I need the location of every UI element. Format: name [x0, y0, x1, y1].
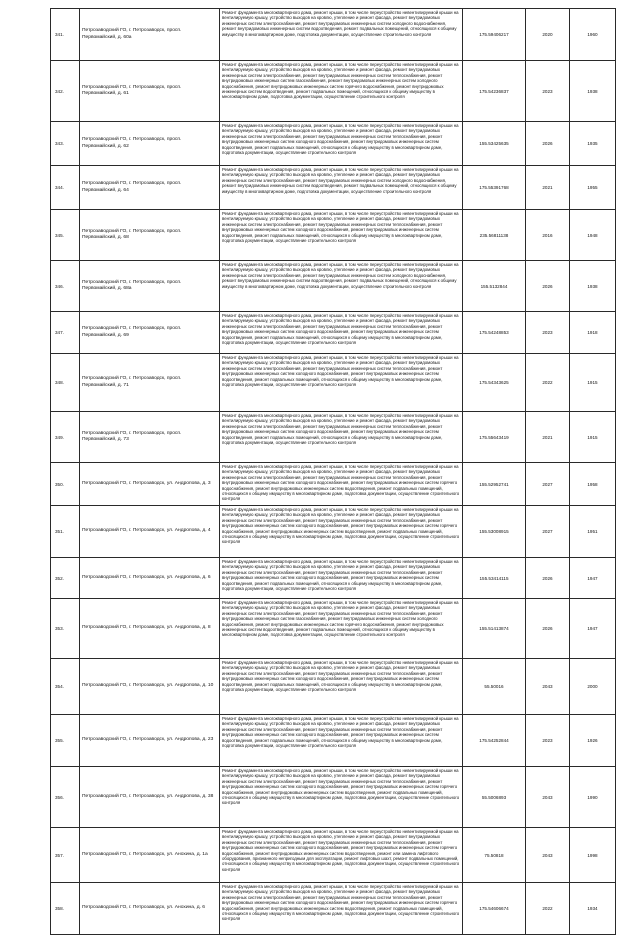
cost-cell: 175.54606674: [463, 883, 526, 935]
repair-program-table: [50, 8, 616, 935]
row-number: 355.: [51, 715, 80, 767]
table-row: [51, 166, 616, 210]
document-page: [50, 8, 610, 935]
built-year-cell: 1955: [570, 166, 616, 210]
cost-cell: 55.50016: [463, 659, 526, 715]
table-body: [51, 9, 616, 935]
cost-cell: 235.56811138: [463, 210, 526, 261]
address-cell: Петрозаводский ГО, г. Петрозаводск, ул. Анохина, д. 1а: [80, 828, 220, 883]
table-row: [51, 715, 616, 767]
address-cell: Петрозаводский ГО, г. Петрозаводск, ул. Анохина, д. 6: [80, 883, 220, 935]
cost-cell: 155.51413874: [463, 599, 526, 659]
row-number: 344.: [51, 166, 80, 210]
address-cell: Петрозаводский ГО, г. Петрозаводск, ул. Андропова, д. 3: [80, 463, 220, 506]
table-row: [51, 767, 616, 828]
planned-year-cell: 2021: [526, 166, 570, 210]
row-number: 358.: [51, 883, 80, 935]
cost-cell: 155.52952741: [463, 463, 526, 506]
cost-cell: 175.54343625: [463, 354, 526, 412]
built-year-cell: 1915: [570, 412, 616, 463]
built-year-cell: 1960: [570, 9, 616, 61]
table-row: [51, 354, 616, 412]
planned-year-cell: 2043: [526, 767, 570, 828]
works-cell: Ремонт фундамента многоквартирного дома, ремонт крыши, в том числе переустройство невентилируемой крыши на вентилируемую крышу, устройство выходов на кровлю, утепление и ремонт фасада, ремонт внутридомовых инженерных систем электроснабжения, ремонт внутридомовых инженерных систем теплоснабжения, ремонт внутридомовых инженерных систем холодного водоснабжения, ремонт внутридомовых инженерных систем водоотведения, ремонт подвальных помещений, относящихся к общему имуществу в многоквартирном доме, подготовка документации, осуществление строительного контроля: [220, 412, 463, 463]
built-year-cell: 1947: [570, 558, 616, 599]
built-year-cell: 1938: [570, 261, 616, 312]
planned-year-cell: 2026: [526, 558, 570, 599]
address-cell: Петрозаводский ГО, г. Петрозаводск, ул. Андропова, д. 23: [80, 715, 220, 767]
built-year-cell: 1938: [570, 61, 616, 122]
table-row: [51, 558, 616, 599]
row-number: 354.: [51, 659, 80, 715]
row-number: 357.: [51, 828, 80, 883]
row-number: 356.: [51, 767, 80, 828]
address-cell: Петрозаводский ГО, г. Петрозаводск, просп. Первомайский, д. 60а: [80, 9, 220, 61]
works-cell: Ремонт фундамента многоквартирного дома, ремонт крыши, в том числе переустройство невентилируемой крыши на вентилируемую крышу, устройство выходов на кровлю, утепление и ремонт фасада, ремонт внутридомовых инженерных систем электроснабжения, ремонт внутридомовых инженерных систем теплоснабжения, ремонт внутридомовых инженерных систем холодного водоснабжения, ремонт внутридомовых инженерных систем водоотведения, ремонт подвальных помещений, относящихся к общему имуществу в многоквартирном доме, подготовка документации, осуществление строительного контроля: [220, 558, 463, 599]
planned-year-cell: 2023: [526, 312, 570, 354]
planned-year-cell: 2027: [526, 463, 570, 506]
planned-year-cell: 2022: [526, 354, 570, 412]
row-number: 343.: [51, 122, 80, 166]
cost-cell: 75.50818: [463, 828, 526, 883]
built-year-cell: 2000: [570, 659, 616, 715]
row-number: 347.: [51, 312, 80, 354]
row-number: 353.: [51, 599, 80, 659]
row-number: 348.: [51, 354, 80, 412]
address-cell: Петрозаводский ГО, г. Петрозаводск, ул. Андропова, д. 4: [80, 506, 220, 558]
cost-cell: 175.55391768: [463, 166, 526, 210]
table-row: [51, 122, 616, 166]
address-cell: Петрозаводский ГО, г. Петрозаводск, просп. Первомайский, д. 69: [80, 312, 220, 354]
works-cell: Ремонт фундамента многоквартирного дома, ремонт крыши, в том числе переустройство невентилируемой крыши на вентилируемую крышу, устройство выходов на кровлю, утепление и ремонт фасада, ремонт внутридомовых инженерных систем электроснабжения, ремонт внутридомовых инженерных систем теплоснабжения, ремонт внутридомовых инженерных систем холодного водоснабжения, ремонт внутридомовых инженерных систем горячего водоснабжения, ремонт внутридомовых инженерных систем водоотведения, ремонт подвальных помещений, относящихся к общему имуществу в многоквартирном доме, подготовка документации, осуществление строительного контроля: [220, 463, 463, 506]
table-row: [51, 61, 616, 122]
works-cell: Ремонт фундамента многоквартирного дома, ремонт крыши, в том числе переустройство невентилируемой крыши на вентилируемую крышу, устройство выходов на кровлю, утепление и ремонт фасада, ремонт внутридомовых инженерных систем электроснабжения, ремонт внутридомовых инженерных систем теплоснабжения, ремонт внутридомовых инженерных систем холодного водоснабжения, ремонт внутридомовых инженерных систем водоотведения, ремонт подвальных помещений, относящихся к общему имуществу в многоквартирном доме, подготовка документации, осуществление строительного контроля: [220, 715, 463, 767]
works-cell: Ремонт фундамента многоквартирного дома, ремонт крыши, в том числе переустройство невентилируемой крыши на вентилируемую крышу, устройство выходов на кровлю, утепление и ремонт фасада, ремонт внутридомовых инженерных систем электроснабжения, ремонт внутридомовых инженерных систем теплоснабжения, ремонт внутридомовых инженерных систем газоснабжения, ремонт внутридомовых инженерных систем холодного водоснабжения, ремонт внутридомовых инженерных систем горячего водоснабжения, ремонт внутридомовых инженерных систем водоотведения, ремонт подвальных помещений, относящихся к общему имуществу в многоквартирном доме, подготовка документации, осуществление строительного контроля: [220, 61, 463, 122]
cost-cell: 155.53425635: [463, 122, 526, 166]
planned-year-cell: 2023: [526, 61, 570, 122]
works-cell: Ремонт фундамента многоквартирного дома, ремонт крыши, в том числе переустройство невентилируемой крыши на вентилируемую крышу, устройство выходов на кровлю, утепление и ремонт фасада, ремонт внутридомовых инженерных систем электроснабжения, ремонт внутридомовых инженерных систем теплоснабжения, ремонт внутридомовых инженерных систем холодного водоснабжения, ремонт внутридомовых инженерных систем горячего водоснабжения, ремонт внутридомовых инженерных систем водоотведения, ремонт подвальных помещений, относящихся к общему имуществу в многоквартирном доме, подготовка документации, осуществление строительного контроля: [220, 767, 463, 828]
cost-cell: 155.53008915: [463, 506, 526, 558]
table-row: [51, 261, 616, 312]
works-cell: Ремонт фундамента многоквартирного дома, ремонт крыши, в том числе переустройство невентилируемой крыши на вентилируемую крышу, устройство выходов на кровлю, утепление и ремонт фасада, ремонт внутридомовых инженерных систем электроснабжения, ремонт внутридомовых инженерных систем теплоснабжения, ремонт внутридомовых инженерных систем газоснабжения, ремонт внутридомовых инженерных систем холодного водоснабжения, ремонт внутридомовых инженерных систем горячего водоснабжения, ремонт внутридомовых инженерных систем водоотведения, ремонт подвальных помещений, относящихся к общему имуществу в многоквартирном доме, подготовка документации, осуществление строительного контроля: [220, 599, 463, 659]
table-row: [51, 9, 616, 61]
cost-cell: 175.54252844: [463, 715, 526, 767]
cost-cell: 155.53414115: [463, 558, 526, 599]
row-number: 341.: [51, 9, 80, 61]
planned-year-cell: 2023: [526, 715, 570, 767]
built-year-cell: 1951: [570, 506, 616, 558]
address-cell: Петрозаводский ГО, г. Петрозаводск, просп. Первомайский, д. 73: [80, 412, 220, 463]
works-cell: Ремонт фундамента многоквартирного дома, ремонт крыши, в том числе переустройство невентилируемой крыши на вентилируемую крышу, устройство выходов на кровлю, утепление и ремонт фасада, ремонт внутридомовых инженерных систем электроснабжения, ремонт внутридомовых инженерных систем холодного водоснабжения, ремонт внутридомовых инженерных систем водоотведения, ремонт подвальных помещений, относящихся к общему имуществу в многоквартирном доме, подготовка документации, осуществление строительного контроля: [220, 9, 463, 61]
address-cell: Петрозаводский ГО, г. Петрозаводск, ул. Андропова, д. 6: [80, 558, 220, 599]
address-cell: Петрозаводский ГО, г. Петрозаводск, ул. Андропова, д. 10: [80, 659, 220, 715]
address-cell: Петрозаводский ГО, г. Петрозаводск, ул. Андропова, д. 8: [80, 599, 220, 659]
planned-year-cell: 2021: [526, 412, 570, 463]
built-year-cell: 1918: [570, 312, 616, 354]
works-cell: Ремонт фундамента многоквартирного дома, ремонт крыши, в том числе переустройство невентилируемой крыши на вентилируемую крышу, устройство выходов на кровлю, утепление и ремонт фасада, ремонт внутридомовых инженерных систем электроснабжения, ремонт внутридомовых инженерных систем теплоснабжения, ремонт внутридомовых инженерных систем холодного водоснабжения, ремонт внутридомовых инженерных систем водоотведения, ремонт подвальных помещений, относящихся к общему имуществу в многоквартирном доме, подготовка документации, осуществление строительного контроля: [220, 312, 463, 354]
planned-year-cell: 2020: [526, 9, 570, 61]
address-cell: Петрозаводский ГО, г. Петрозаводск, просп. Первомайский, д. 61: [80, 61, 220, 122]
built-year-cell: 1915: [570, 354, 616, 412]
cost-cell: 155.5132844: [463, 261, 526, 312]
row-number: 350.: [51, 463, 80, 506]
built-year-cell: 1958: [570, 463, 616, 506]
planned-year-cell: 2043: [526, 828, 570, 883]
cost-cell: 55.5006893: [463, 767, 526, 828]
address-cell: Петрозаводский ГО, г. Петрозаводск, просп. Первомайский, д. 62: [80, 122, 220, 166]
planned-year-cell: 2027: [526, 506, 570, 558]
built-year-cell: 1990: [570, 767, 616, 828]
address-cell: Петрозаводский ГО, г. Петрозаводск, просп. Первомайский, д. 68: [80, 210, 220, 261]
works-cell: Ремонт фундамента многоквартирного дома, ремонт крыши, в том числе переустройство невентилируемой крыши на вентилируемую крышу, устройство выходов на кровлю, утепление и ремонт фасада, ремонт внутридомовых инженерных систем электроснабжения, ремонт внутридомовых инженерных систем холодного водоснабжения, ремонт внутридомовых инженерных систем водоотведения, ремонт подвальных помещений, относящихся к общему имуществу в многоквартирном доме, подготовка документации, осуществление строительного контроля: [220, 166, 463, 210]
table-row: [51, 506, 616, 558]
cost-cell: 175.59406217: [463, 9, 526, 61]
planned-year-cell: 2022: [526, 883, 570, 935]
built-year-cell: 1948: [570, 210, 616, 261]
cost-cell: 175.55643419: [463, 412, 526, 463]
table-row: [51, 412, 616, 463]
planned-year-cell: 2026: [526, 122, 570, 166]
planned-year-cell: 2026: [526, 599, 570, 659]
built-year-cell: 1935: [570, 122, 616, 166]
table-row: [51, 210, 616, 261]
works-cell: Ремонт фундамента многоквартирного дома, ремонт крыши, в том числе переустройство невентилируемой крыши на вентилируемую крышу, устройство выходов на кровлю, утепление и ремонт фасада, ремонт внутридомовых инженерных систем электроснабжения, ремонт внутридомовых инженерных систем теплоснабжения, ремонт внутридомовых инженерных систем холодного водоснабжения, ремонт внутридомовых инженерных систем горячего водоснабжения, ремонт внутридомовых инженерных систем водоотведения, ремонт подвальных помещений, относящихся к общему имуществу в многоквартирном доме, подготовка документации, осуществление строительного контроля: [220, 883, 463, 935]
built-year-cell: 1926: [570, 715, 616, 767]
works-cell: Ремонт фундамента многоквартирного дома, ремонт крыши, в том числе переустройство невентилируемой крыши на вентилируемую крышу, устройство выходов на кровлю, утепление и ремонт фасада, ремонт внутридомовых инженерных систем электроснабжения, ремонт внутридомовых инженерных систем теплоснабжения, ремонт внутридомовых инженерных систем холодного водоснабжения, ремонт внутридомовых инженерных систем водоотведения, ремонт подвальных помещений, относящихся к общему имуществу в многоквартирном доме, подготовка документации, осуществление строительного контроля: [220, 354, 463, 412]
table-row: [51, 599, 616, 659]
row-number: 342.: [51, 61, 80, 122]
row-number: 349.: [51, 412, 80, 463]
planned-year-cell: 2043: [526, 659, 570, 715]
built-year-cell: 1998: [570, 828, 616, 883]
table-row: [51, 828, 616, 883]
planned-year-cell: 2026: [526, 261, 570, 312]
cost-cell: 175.54248853: [463, 312, 526, 354]
address-cell: Петрозаводский ГО, г. Петрозаводск, просп. Первомайский, д. 64: [80, 166, 220, 210]
works-cell: Ремонт фундамента многоквартирного дома, ремонт крыши, в том числе переустройство невентилируемой крыши на вентилируемую крышу, устройство выходов на кровлю, утепление и ремонт фасада, ремонт внутридомовых инженерных систем электроснабжения, ремонт внутридомовых инженерных систем теплоснабжения, ремонт внутридомовых инженерных систем холодного водоснабжения, ремонт внутридомовых инженерных систем водоотведения, ремонт подвальных помещений, относящихся к общему имуществу в многоквартирном доме, подготовка документации, осуществление строительного контроля: [220, 659, 463, 715]
built-year-cell: 1947: [570, 599, 616, 659]
works-cell: Ремонт фундамента многоквартирного дома, ремонт крыши, в том числе переустройство невентилируемой крыши на вентилируемую крышу, устройство выходов на кровлю, утепление и ремонт фасада, ремонт внутридомовых инженерных систем электроснабжения, ремонт внутридомовых инженерных систем теплоснабжения, ремонт внутридомовых инженерных систем холодного водоснабжения, ремонт внутридомовых инженерных систем водоотведения, ремонт подвальных помещений, относящихся к общему имуществу в многоквартирном доме, подготовка документации, осуществление строительного контроля: [220, 122, 463, 166]
row-number: 345.: [51, 210, 80, 261]
table-row: [51, 463, 616, 506]
address-cell: Петрозаводский ГО, г. Петрозаводск, просп. Первомайский, д. 68а: [80, 261, 220, 312]
works-cell: Ремонт фундамента многоквартирного дома, ремонт крыши, в том числе переустройство невентилируемой крыши на вентилируемую крышу, устройство выходов на кровлю, утепление и ремонт фасада, ремонт внутридомовых инженерных систем электроснабжения, ремонт внутридомовых инженерных систем теплоснабжения, ремонт внутридомовых инженерных систем холодного водоснабжения, ремонт внутридомовых инженерных систем горячего водоснабжения, ремонт внутридомовых инженерных систем водоотведения, ремонт или замена лифтового оборудования, признанного непригодным для эксплуатации, ремонт лифтовых шахт, ремонт подвальных помещений, относящихся к общему имуществу в многоквартирном доме, подготовка документации, осуществление строительного контроля: [220, 828, 463, 883]
works-cell: Ремонт фундамента многоквартирного дома, ремонт крыши, в том числе переустройство невентилируемой крыши на вентилируемую крышу, устройство выходов на кровлю, утепление и ремонт фасада, ремонт внутридомовых инженерных систем электроснабжения, ремонт внутридомовых инженерных систем теплоснабжения, ремонт внутридомовых инженерных систем холодного водоснабжения, ремонт внутридомовых инженерных систем горячего водоснабжения, ремонт внутридомовых инженерных систем водоотведения, ремонт подвальных помещений, относящихся к общему имуществу в многоквартирном доме, подготовка документации, осуществление строительного контроля: [220, 506, 463, 558]
table-row: [51, 659, 616, 715]
address-cell: Петрозаводский ГО, г. Петрозаводск, просп. Первомайский, д. 71: [80, 354, 220, 412]
cost-cell: 175.54236837: [463, 61, 526, 122]
table-row: [51, 883, 616, 935]
planned-year-cell: 2016: [526, 210, 570, 261]
row-number: 352.: [51, 558, 80, 599]
works-cell: Ремонт фундамента многоквартирного дома, ремонт крыши, в том числе переустройство невентилируемой крыши на вентилируемую крышу, устройство выходов на кровлю, утепление и ремонт фасада, ремонт внутридомовых инженерных систем электроснабжения, ремонт внутридомовых инженерных систем холодного водоснабжения, ремонт внутридомовых инженерных систем водоотведения, ремонт подвальных помещений, относящихся к общему имуществу в многоквартирном доме, подготовка документации, осуществление строительного контроля: [220, 261, 463, 312]
table-row: [51, 312, 616, 354]
row-number: 346.: [51, 261, 80, 312]
address-cell: Петрозаводский ГО, г. Петрозаводск, ул. Андропова, д. 38: [80, 767, 220, 828]
works-cell: Ремонт фундамента многоквартирного дома, ремонт крыши, в том числе переустройство невентилируемой крыши на вентилируемую крышу, устройство выходов на кровлю, утепление и ремонт фасада, ремонт внутридомовых инженерных систем электроснабжения, ремонт внутридомовых инженерных систем теплоснабжения, ремонт внутридомовых инженерных систем холодного водоснабжения, ремонт внутридомовых инженерных систем водоотведения, ремонт подвальных помещений, относящихся к общему имуществу в многоквартирном доме, подготовка документации, осуществление строительного контроля: [220, 210, 463, 261]
built-year-cell: 1934: [570, 883, 616, 935]
row-number: 351.: [51, 506, 80, 558]
